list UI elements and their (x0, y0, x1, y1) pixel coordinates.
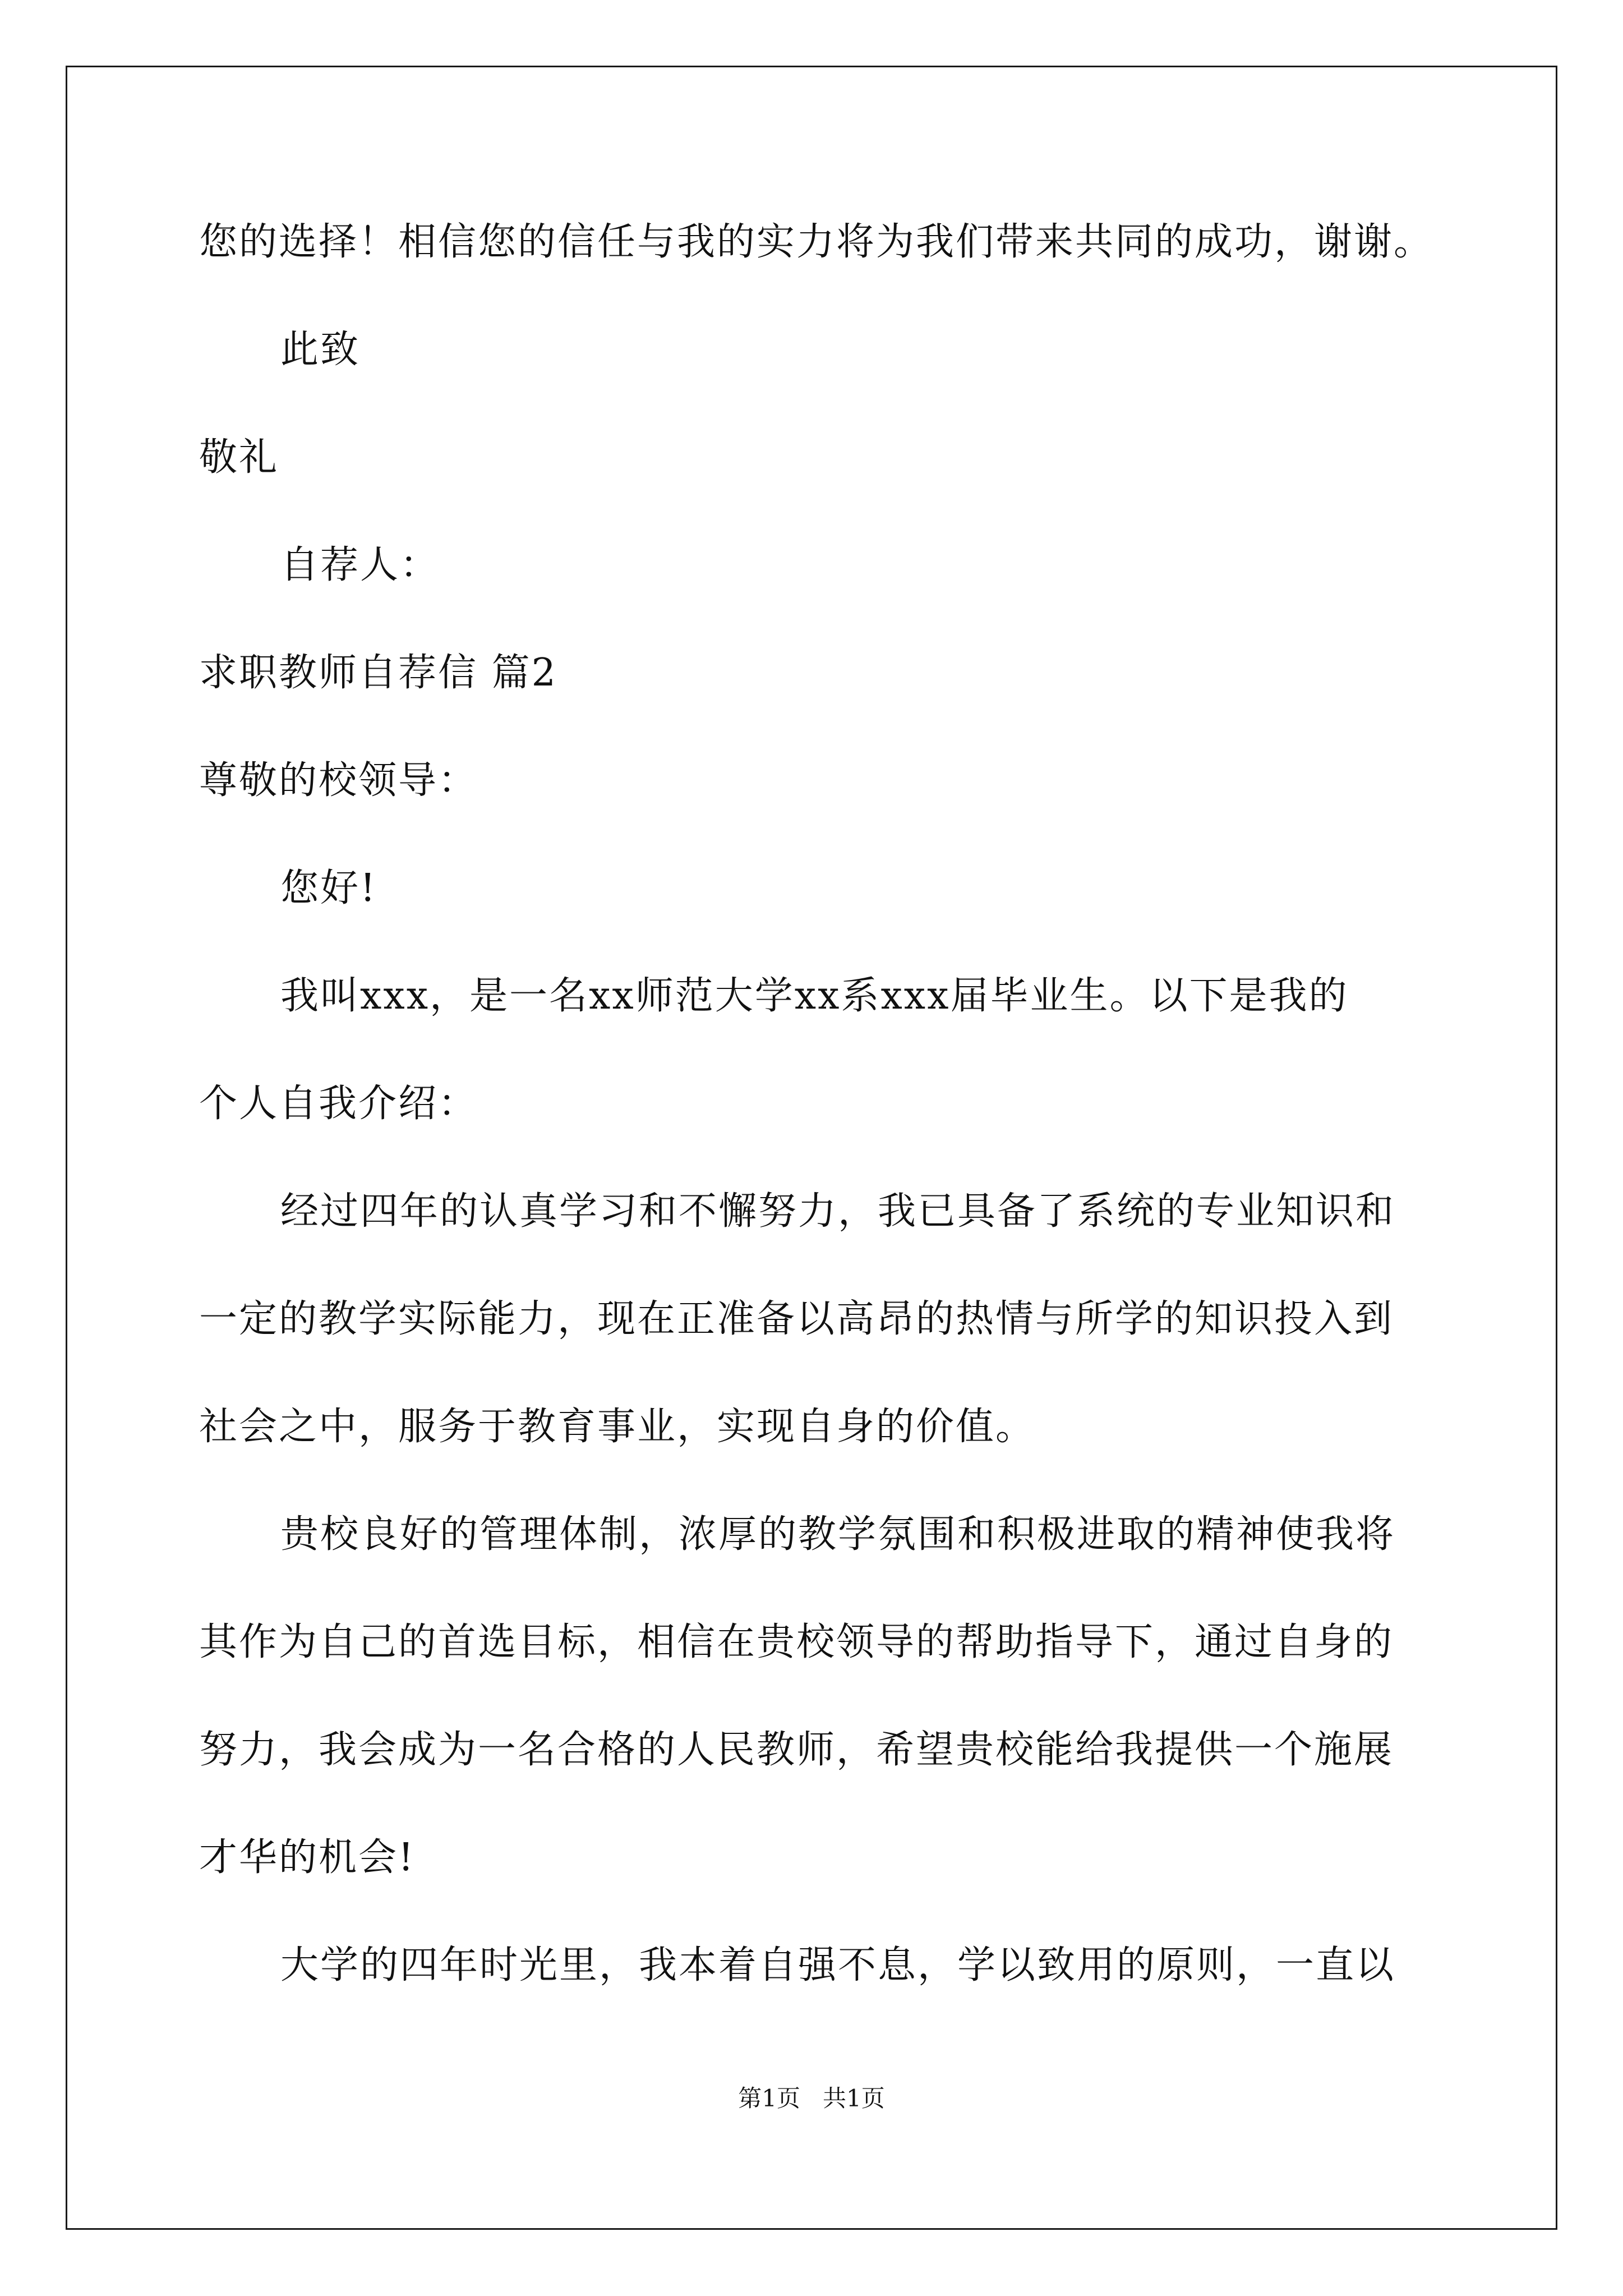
text-line-15: 努力，我会成为一名合格的人民教师，希望贵校能给我提供一个施展 (199, 1728, 1394, 1772)
text-line-12: 社会之中，服务于教育事业，实现自身的价值。 (199, 1405, 1036, 1449)
text-line-10: 经过四年的认真学习和不懈努力，我已具备了系统的专业知识和 (280, 1189, 1396, 1234)
text-line-3: 敬礼 (199, 435, 279, 480)
page-border (66, 66, 1557, 2230)
section-heading: 求职教师自荐信 篇2 (199, 651, 557, 695)
text-line-9: 个人自我介绍： (199, 1082, 478, 1126)
text-line-4: 自荐人： (280, 543, 440, 587)
text-line-8: 我叫xxx，是一名xx师范大学xx系xxx届毕业生。以下是我的 (280, 974, 1349, 1018)
text-line-14: 其作为自己的首选目标，相信在贵校领导的帮助指导下，通过自身的 (199, 1620, 1394, 1664)
salutation: 尊敬的校领导： (199, 758, 478, 803)
text-line-16: 才华的机会! (199, 1835, 416, 1880)
text-line-13: 贵校良好的管理体制，浓厚的教学氛围和积极进取的精神使我将 (280, 1512, 1396, 1557)
text-line-2: 此致 (280, 328, 361, 372)
text-line-1: 您的选择！相信您的信任与我的实力将为我们带来共同的成功，谢谢。 (199, 220, 1434, 264)
greeting: 您好! (280, 866, 377, 910)
text-line-11: 一定的教学实际能力，现在正准备以高昂的热情与所学的知识投入到 (199, 1297, 1394, 1341)
page-footer: 第1页 共1页 (738, 2085, 885, 2112)
text-line-17: 大学的四年时光里，我本着自强不息，学以致用的原则，一直以 (280, 1943, 1396, 1987)
